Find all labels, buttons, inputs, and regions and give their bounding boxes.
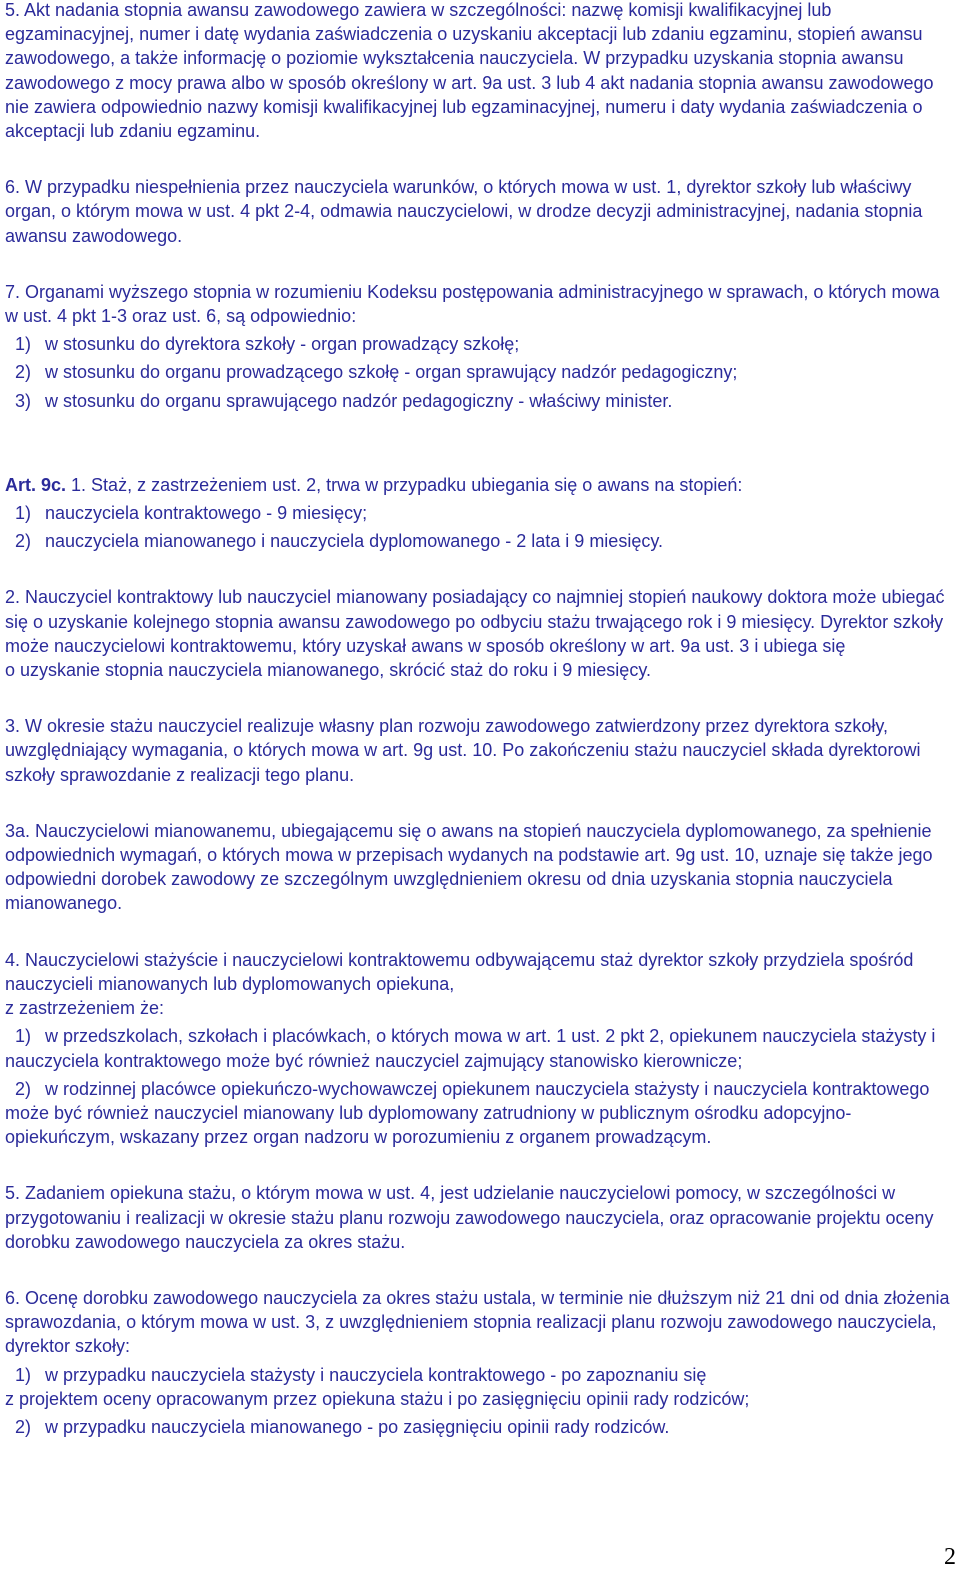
list-item: 2) w rodzinnej placówce opiekuńczo-wychowawczej opiekunem nauczyciela stażysty i nauczyciela kontraktowego może być również nauczyciel mianowany lub dyplomowany zatrudniony w publicznym ośrodku adopcyjno-opiekuńczym, wskazany przez organ nadzoru w porozumieniu z organem prowadzącym. xyxy=(5,1078,930,1148)
page-number: 2 xyxy=(944,1544,956,1570)
list-item: 2) w stosunku do organu prowadzącego szkołę - organ sprawujący nadzór pedagogiczny; xyxy=(15,362,738,383)
list-item: 2) w przypadku nauczyciela mianowanego - po zasięgnięciu opinii rady rodziców. xyxy=(15,1416,670,1437)
document-page xyxy=(5,0,955,1439)
paragraph-2: 2. Nauczyciel kontraktowy lub nauczyciel mianowany posiadający co najmniej stopień naukowy doktora może ubiegać się o uzyskanie kolejnego stopnia awansu zawodowego po odbyciu stażu trwającego rok i 9 miesięcy. Dyrektor szkoły może nauczycielowi kontraktowemu, który uzyskał awans w sposób określony w art. 9a ust. 3 i ubiega się xyxy=(5,587,945,656)
list-item: 3) w stosunku do organu sprawującego nadzór pedagogiczny - właściwy minister. xyxy=(15,390,673,411)
list-item: 1) w stosunku do dyrektora szkoły - organ prowadzący szkołę; xyxy=(15,334,520,355)
paragraph-3a: 3a. Nauczycielowi mianowanemu, ubiegającemu się o awans na stopień nauczyciela dyplomowanego, za spełnienie odpowiednich wymagań, o których mowa w przepisach wydanych na podstawie art. 9g ust. 10, uznaje się także jego odpowiedni dorobek zawodowy ze szczególnym uwzględnieniem okresu od dnia uzyskania stopnia nauczyciela mianowanego. xyxy=(5,820,933,914)
paragraph-2-continued: o uzyskanie stopnia nauczyciela mianowanego, skrócić staż do roku i 9 miesięcy. xyxy=(5,660,651,681)
paragraph-3: 3. W okresie stażu nauczyciel realizuje własny plan rozwoju zawodowego zatwierdzony przez dyrektora szkoły, uwzględniający wymagania, o których mowa w art. 9g ust. 10. Po zakończeniu stażu nauczyciel składa dyrektorowi szkoły sprawozdanie z realizacji tego planu. xyxy=(5,716,921,785)
list-item: 2) nauczyciela mianowanego i nauczyciela dyplomowanego - 2 lata i 9 miesięcy. xyxy=(15,531,663,552)
paragraph-5b: 5. Zadaniem opiekuna stażu, o którym mowa w ust. 4, jest udzielanie nauczycielowi pomocy, w szczególności w przygotowaniu i realizacji w okresie stażu planu rozwoju zawodowego nauczyciela, oraz opracowanie projektu oceny dorobku zawodowego nauczyciela za okres stażu. xyxy=(5,1183,934,1252)
article-9c-intro: Art. 9c. 1. Staż, z zastrzeżeniem ust. 2, trwa w przypadku ubiegania się o awans na stopień: xyxy=(5,474,743,495)
article-label: Art. 9c. xyxy=(5,474,67,495)
list-item: 1) w przedszkolach, szkołach i placówkach, o których mowa w art. 1 ust. 2 pkt 2, opiekunem nauczyciela stażysty i nauczyciela kontraktowego może być również nauczyciel zajmujący stanowisko kierownicze; xyxy=(5,1026,936,1071)
paragraph-6: 6. W przypadku niespełnienia przez nauczyciela warunków, o których mowa w ust. 1, dyrektor szkoły lub właściwy organ, o którym mowa w ust. 4 pkt 2-4, odmawia nauczycielowi, w drodze decyzji administracyjnej, nadania stopnia awansu zawodowego. xyxy=(5,177,923,246)
paragraph-4-continued: z zastrzeżeniem że: xyxy=(5,998,165,1019)
paragraph-4: 4. Nauczycielowi stażyście i nauczycielowi kontraktowemu odbywającemu staż dyrektor szkoły przydziela spośród nauczycieli mianowanych lub dyplomowanych opiekuna, xyxy=(5,949,914,994)
paragraph-6b: 6. Ocenę dorobku zawodowego nauczyciela za okres stażu ustala, w terminie nie dłuższym niż 21 dni od dnia złożenia sprawozdania, o którym mowa w ust. 3, z uwzględnieniem stopnia realizacji planu rozwoju zawodowego nauczyciela, dyrektor szkoły: xyxy=(5,1287,950,1357)
list-item-continued: z projektem oceny opracowanym przez opiekuna stażu i po zasięgnięciu opinii rady rodziców; xyxy=(5,1388,750,1409)
list-item: 1) nauczyciela kontraktowego - 9 miesięcy; xyxy=(15,503,368,524)
paragraph-5: 5. Akt nadania stopnia awansu zawodowego zawiera w szczególności: nazwę komisji kwalifikacyjnej lub egzaminacyjnej, numer i datę wydania zaświadczenia o uzyskaniu akceptacji lub zdaniu egzaminu, stopień awansu zawodowego, a także informację o poziomie wykształcenia nauczyciela. W przypadku uzyskania stopnia awansu zawodowego z mocy prawa albo w sposób określony w art. 9a ust. 3 lub 4 akt nadania stopnia awansu zawodowego nie zawiera odpowiednio nazwy komisji kwalifikacyjnej lub egzaminacyjnej, numeru i daty wydania zaświadczenia o akceptacji lub zdaniu egzaminu. xyxy=(5,0,934,142)
paragraph-7-intro: 7. Organami wyższego stopnia w rozumieniu Kodeksu postępowania administracyjnego w sprawach, o których mowa w ust. 4 pkt 1-3 oraz ust. 6, są odpowiednio: xyxy=(5,281,940,327)
list-item: 1) w przypadku nauczyciela stażysty i nauczyciela kontraktowego - po zapoznaniu się xyxy=(15,1364,707,1385)
